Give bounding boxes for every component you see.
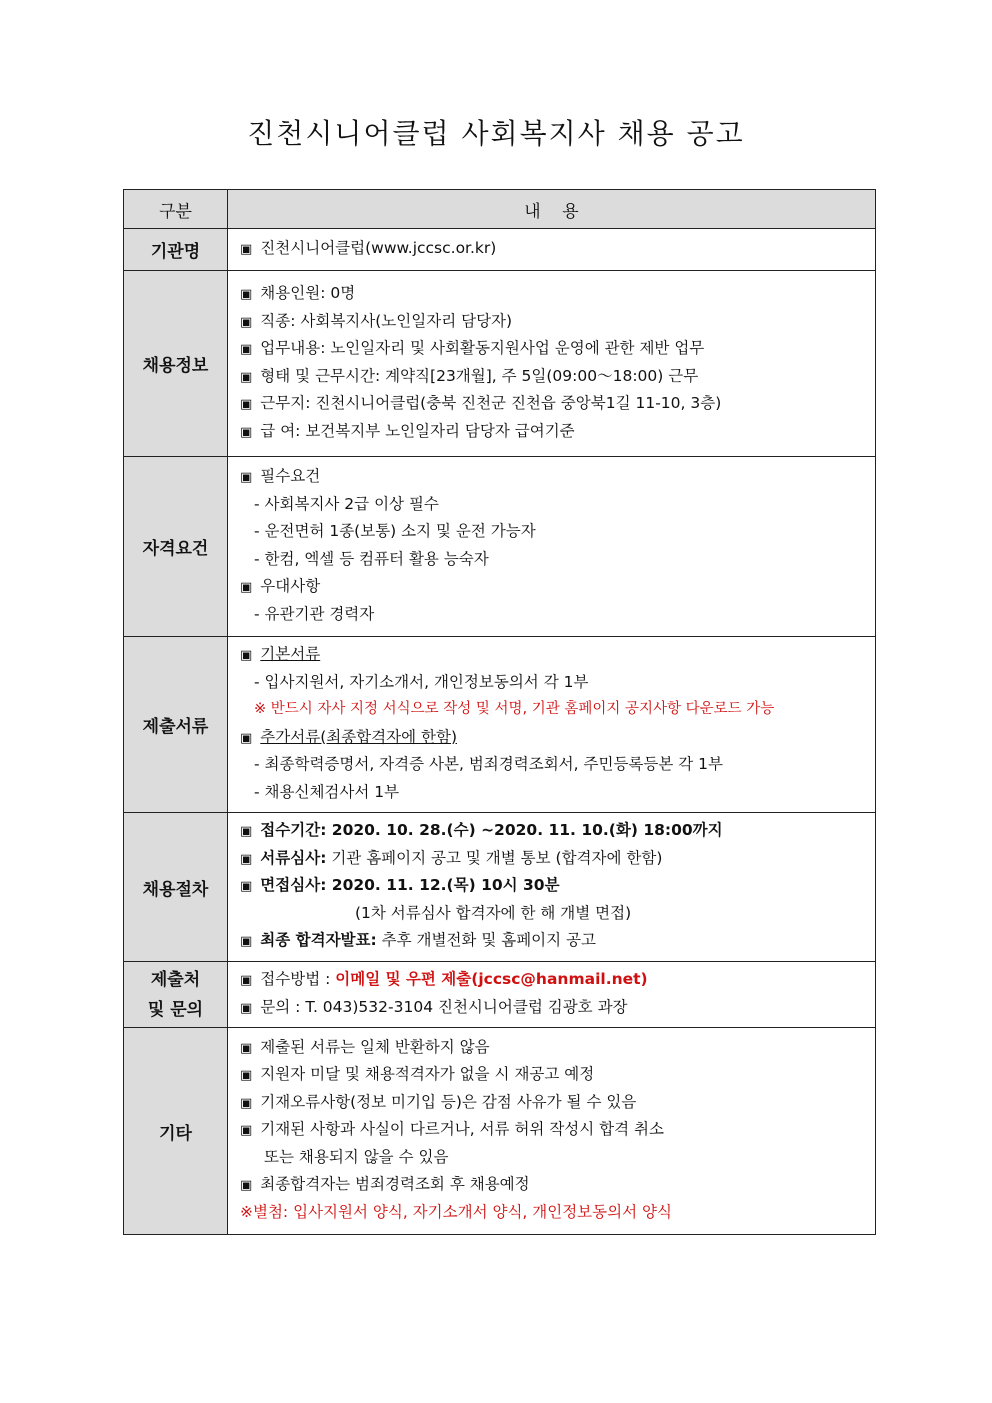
content-etc — [228, 1028, 876, 1235]
attachment-note: ※별첨: 입사지원서 양식, 자기소개서 양식, 개인정보동의서 양식 — [240, 1202, 672, 1221]
bullet-icon: ▣ — [240, 1095, 253, 1111]
label-qualification: 자격요건 — [124, 457, 228, 637]
label-etc: 기타 — [124, 1028, 228, 1235]
recruit-line: 직종: 사회복지사(노인일자리 담당자) — [260, 311, 513, 330]
bullet-icon: ▣ — [240, 424, 253, 440]
recruit-line: 급 여: 보건복지부 노인일자리 담당자 급여기준 — [260, 421, 575, 440]
interview-key: 면접심사: — [260, 876, 327, 895]
etc-line: 제출된 서류는 일체 반환하지 않음 — [260, 1037, 490, 1056]
bullet-icon: ▣ — [240, 648, 253, 663]
table-header-row — [124, 190, 876, 229]
period-key: 접수기간: — [260, 821, 327, 840]
header-content: 내 용 — [228, 190, 876, 229]
basic-docs-title: 기본서류 — [260, 645, 321, 663]
bullet-icon: ▣ — [240, 1000, 253, 1016]
row-documents — [124, 637, 876, 813]
bullet-icon: ▣ — [240, 1123, 253, 1139]
bullet-icon: ▣ — [240, 287, 253, 302]
bullet-icon: ▣ — [240, 397, 253, 412]
etc-line: 최종합격자는 범죄경력조회 후 채용예정 — [260, 1175, 530, 1194]
final-value: 추후 개별전화 및 홈페이지 공고 — [381, 931, 596, 950]
screen-key: 서류심사: — [260, 848, 327, 867]
extra-docs-item: - 채용신체검사서 1부 — [254, 782, 400, 801]
row-org — [124, 229, 876, 271]
interview-note: (1차 서류심사 합격자에 한 해 개별 면접) — [355, 903, 632, 922]
bullet-icon: ▣ — [240, 241, 253, 257]
bullet-icon: ▣ — [240, 342, 253, 357]
content-process — [228, 813, 876, 962]
recruit-line: 근무지: 진천시니어클럽(충북 진천군 진천읍 중앙북1길 11-10, 3층) — [260, 394, 722, 412]
recruit-line: 업무내용: 노인일자리 및 사회활동지원사업 운영에 관한 제반 업무 — [260, 339, 705, 357]
bullet-icon: ▣ — [240, 1068, 253, 1084]
row-contact — [124, 962, 876, 1028]
row-etc — [124, 1028, 876, 1235]
final-key: 최종 합격자발표: — [260, 931, 377, 950]
method-email[interactable]: 이메일 및 우편 제출(jccsc@hanmail.net) — [335, 970, 648, 988]
content-org — [228, 229, 876, 271]
org-name: 진천시니어클럽(www.jccsc.or.kr) — [260, 238, 497, 257]
bullet-icon: ▣ — [240, 580, 253, 595]
bullet-icon: ▣ — [240, 314, 253, 330]
recruit-line: 채용인원: 0명 — [260, 284, 356, 302]
label-recruit: 채용정보 — [124, 271, 228, 457]
screen-value: 기관 홈페이지 공고 및 개별 통보 (합격자에 한함) — [331, 848, 663, 867]
preferred-item: - 유관기관 경력자 — [254, 604, 375, 623]
label-contact — [124, 962, 228, 1028]
bullet-icon: ▣ — [240, 934, 253, 950]
row-recruit — [124, 271, 876, 457]
label-org: 기관명 — [124, 229, 228, 271]
row-process — [124, 813, 876, 962]
bullet-icon: ▣ — [240, 470, 253, 485]
required-item: - 운전면허 1종(보통) 소지 및 운전 가능자 — [254, 522, 536, 540]
required-title: 필수요건 — [260, 467, 321, 485]
bullet-icon: ▣ — [240, 851, 253, 867]
etc-line-cont: 또는 채용되지 않을 수 있음 — [264, 1147, 449, 1166]
bullet-icon: ▣ — [240, 824, 253, 840]
etc-line: 지원자 미달 및 채용적격자가 없을 시 재공고 예정 — [260, 1065, 595, 1084]
bullet-icon: ▣ — [240, 730, 253, 746]
content-contact — [228, 962, 876, 1028]
bullet-icon: ▣ — [240, 879, 253, 895]
bullet-icon: ▣ — [240, 369, 253, 385]
required-item: - 한컴, 엑셀 등 컴퓨터 활용 능숙자 — [254, 549, 489, 568]
etc-line: 기재오류사항(정보 미기입 등)은 감점 사유가 될 수 있음 — [260, 1092, 637, 1111]
content-qualification — [228, 457, 876, 637]
label-contact-line2: 및 문의 — [147, 999, 204, 1020]
extra-docs-title: 추가서류(최종합격자에 한함) — [260, 727, 457, 746]
label-contact-line1: 제출처 — [150, 969, 201, 990]
period-value: 2020. 10. 28.(수) ~2020. 11. 10.(화) 18:00까지 — [331, 821, 723, 840]
recruitment-table — [123, 189, 876, 1235]
etc-line: 기재된 사항과 사실이 다르거나, 서류 허위 작성시 합격 취소 — [260, 1120, 664, 1139]
interview-value: 2020. 11. 12.(목) 10시 30분 — [331, 876, 560, 895]
required-item: - 사회복지사 2급 이상 필수 — [254, 494, 439, 513]
content-recruit — [228, 271, 876, 457]
basic-docs-item: - 입사지원서, 자기소개서, 개인정보동의서 각 1부 — [254, 672, 589, 691]
label-process: 채용절차 — [124, 813, 228, 962]
recruit-line: 형태 및 근무시간: 계약직[23개월], 주 5일(09:00～18:00) 근무 — [260, 366, 699, 385]
extra-docs-item: - 최종학력증명서, 자격증 사본, 범죄경력조회서, 주민등록등본 각 1부 — [254, 755, 723, 773]
inquiry-text: 문의 : T. 043)532-3104 진천시니어클럽 김광호 과장 — [260, 997, 628, 1016]
page-title: 진천시니어클럽 사회복지사 채용 공고 — [247, 117, 745, 150]
preferred-title: 우대사항 — [260, 577, 321, 595]
method-key: 접수방법 : — [260, 970, 336, 988]
bullet-icon: ▣ — [240, 1040, 253, 1056]
header-category: 구분 — [124, 190, 228, 229]
content-documents — [228, 637, 876, 813]
basic-docs-note: ※ 반드시 자사 지정 서식으로 작성 및 서명, 기관 홈페이지 공지사항 다운로드 가능 — [254, 701, 775, 717]
bullet-icon: ▣ — [240, 973, 253, 988]
row-qualification — [124, 457, 876, 637]
bullet-icon: ▣ — [240, 1178, 253, 1194]
label-documents: 제출서류 — [124, 637, 228, 813]
